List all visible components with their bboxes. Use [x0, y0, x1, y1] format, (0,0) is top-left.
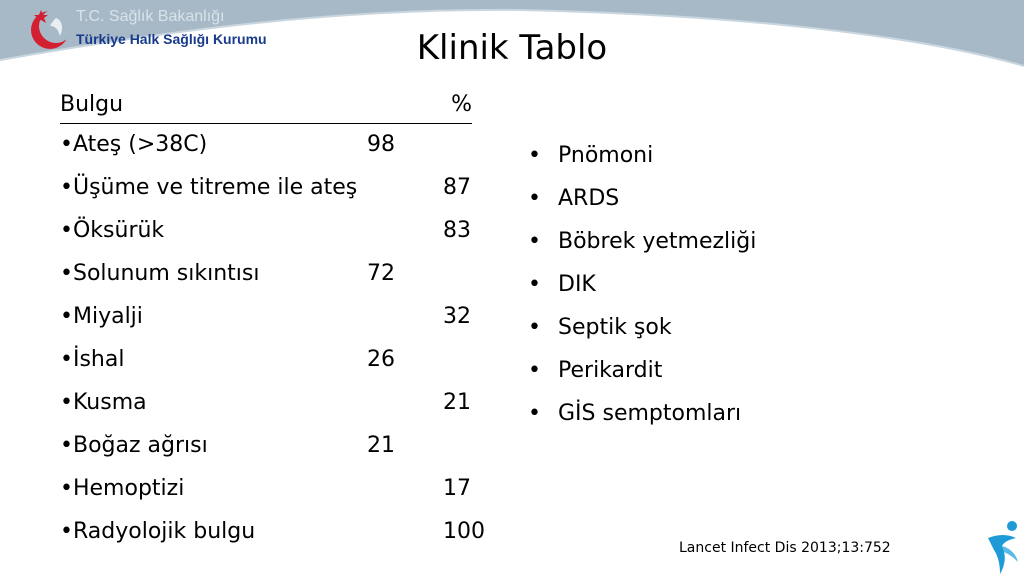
- list-item: [528, 264, 948, 307]
- bullet: •: [528, 315, 541, 340]
- finding-percent: 72: [367, 261, 395, 286]
- complication-name: ARDS: [558, 186, 620, 211]
- percent-column-header: %: [451, 92, 472, 117]
- finding-name: •Solunum sıkıntısı: [60, 261, 260, 286]
- list-item: [528, 350, 948, 393]
- finding-percent: 17: [443, 476, 471, 501]
- finding-name: •Radyolojik bulgu: [60, 519, 256, 544]
- finding-percent: 32: [443, 304, 471, 329]
- finding-name: •Hemoptizi: [60, 476, 185, 501]
- finding-name: •Boğaz ağrısı: [60, 433, 208, 458]
- table-row: [60, 468, 500, 511]
- table-row: [60, 511, 500, 554]
- complication-name: Pnömoni: [558, 143, 654, 168]
- finding-name: •Kusma: [60, 390, 147, 415]
- finding-name: •Ateş (>38C): [60, 132, 208, 157]
- list-item: [528, 178, 948, 221]
- findings-table: [60, 88, 500, 554]
- table-row: [60, 124, 500, 167]
- finding-name: •Öksürük: [60, 218, 165, 243]
- bullet: •: [528, 358, 541, 383]
- bullet: •: [528, 186, 541, 211]
- table-row: [60, 425, 500, 468]
- finding-name: •Üşüme ve titreme ile ateş: [60, 175, 358, 200]
- page-title: Klinik Tablo: [416, 28, 608, 68]
- list-item: [528, 135, 948, 178]
- human-figure-icon: [982, 518, 1022, 576]
- bullet: •: [528, 143, 541, 168]
- complication-name: Septik şok: [558, 315, 672, 340]
- findings-table-header: [60, 88, 472, 124]
- complication-name: GİS semptomları: [558, 401, 742, 426]
- finding-name: •Miyalji: [60, 304, 143, 329]
- table-row: [60, 167, 500, 210]
- complication-name: Perikardit: [558, 358, 663, 383]
- finding-percent: 26: [367, 347, 395, 372]
- institution-name: Türkiye Halk Sağlığı Kurumu: [76, 31, 267, 47]
- finding-percent: 83: [443, 218, 471, 243]
- ministry-name: T.C. Sağlık Bakanlığı: [76, 8, 225, 25]
- list-item: [528, 307, 948, 350]
- finding-percent: 100: [443, 519, 485, 544]
- table-row: [60, 339, 500, 382]
- list-item: [528, 393, 948, 436]
- bullet: •: [528, 401, 541, 426]
- table-row: [60, 210, 500, 253]
- citation: Lancet Infect Dis 2013;13:752: [679, 540, 891, 556]
- bullet: •: [528, 272, 541, 297]
- complication-name: Böbrek yetmezliği: [558, 229, 757, 254]
- finding-percent: 21: [443, 390, 471, 415]
- finding-percent: 98: [367, 132, 395, 157]
- finding-percent: 87: [443, 175, 471, 200]
- table-row: [60, 253, 500, 296]
- finding-percent: 21: [367, 433, 395, 458]
- table-row: [60, 382, 500, 425]
- finding-column-header: Bulgu: [60, 92, 124, 117]
- complication-name: DIK: [558, 272, 596, 297]
- list-item: [528, 221, 948, 264]
- bullet: •: [528, 229, 541, 254]
- table-row: [60, 296, 500, 339]
- complications-list: [528, 135, 948, 436]
- finding-name: •İshal: [60, 347, 125, 372]
